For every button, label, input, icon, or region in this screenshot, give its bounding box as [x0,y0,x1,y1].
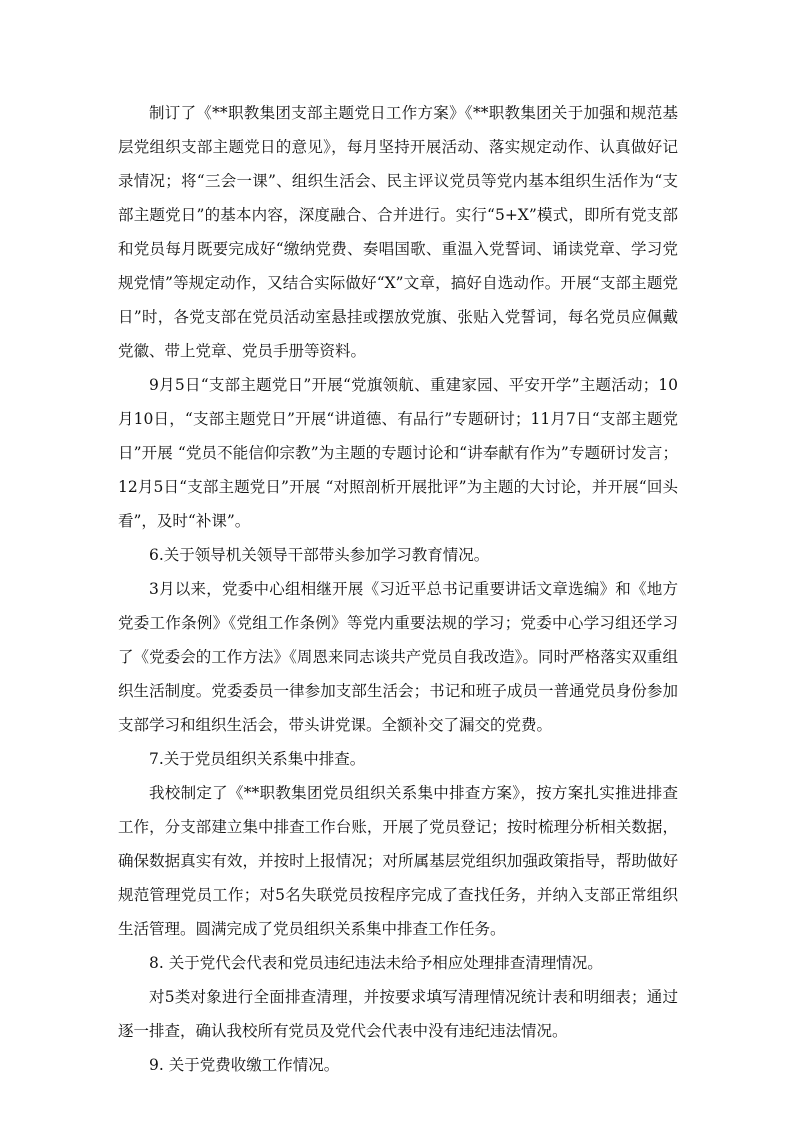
paragraph-theme-day-plan: 制订了《**职教集团支部主题党日工作方案》《**职教集团关于加强和规范基层党组织支部主题党日的意见》，每月坚持开展活动、落实规定动作、认真做好记录情况；将“三会一课”、组织生活会、民主评议党员等党内基本组织生活作为“支部主题党日”的基本内容，深度融合、合并进行。实行“5+X”模式，即所有党支部和党员每月既要完成好“缴纳党费、奏唱国歌、重温入党誓词、诵读党章、学习党规党情”等规定动作，又结合实际做好“X”文章，搞好自选动作。开展“支部主题党日”时，各党支部在党员活动室悬挂或摆放党旗、张贴入党誓词，每名党员应佩戴党徽、带上党章、党员手册等资料。 [118,104,678,360]
paragraph-membership-check: 我校制定了《**职教集团党员组织关系集中排查方案》，按方案扎实推进排查工作，分支部建立集中排查工作台账，开展了党员登记；按时梳理分析相关数据，确保数据真实有效，并按时上报情况；对所属基层党组织加强政策指导，帮助做好规范管理党员工作；对5名失联党员按程序完成了查找任务，并纳入支部正常组织生活管理。圆满完成了党员组织关系集中排查工作任务。 [118,784,678,938]
paragraph-leadership-study: 3月以来，党委中心组相继开展《习近平总书记重要讲话文章选编》和《地方党委工作条例》《党组工作条例》等党内重要法规的学习；党委中心学习组还学习了《党委会的工作方法》《周恩来同志谈共产党员自我改造》。同时严格落实双重组织生活制度。党委委员一律参加支部生活会；书记和班子成员一普通党员身份参加支部学习和组织生活会，带头讲党课。全额补交了漏交的党费。 [118,580,678,734]
paragraph-theme-day-events: 9月5日“支部主题党日”开展“党旗领航、重建家园、平安开学”主题活动；10月10日，“支部主题党日”开展“讲道德、有品行”专题研讨；11月7日“支部主题党日”开展 “党员不能信仰宗教”为主题的专题讨论和“讲奉献有作为”专题研讨发言；12月5日“支部主题党日”开展 “对照剖析开展批评”为主题的大讨论，并开展“回头看”，及时“补课”。 [118,376,678,530]
section-heading-7: 7.关于党员组织关系集中排查。 [149,750,366,768]
document-page [118,96,678,1082]
paragraph-discipline-check: 对5类对象进行全面排查清理，并按要求填写清理情况统计表和明细表；通过逐一排查，确认我校所有党员及党代会代表中没有违纪违法情况。 [118,988,678,1040]
section-heading-6: 6.关于领导机关领导干部带头参加学习教育情况。 [149,546,490,564]
section-heading-8: 8. 关于党代会代表和党员违纪违法未给予相应处理排查清理情况。 [149,954,603,972]
section-heading-9: 9. 关于党费收缴工作情况。 [149,1056,340,1074]
